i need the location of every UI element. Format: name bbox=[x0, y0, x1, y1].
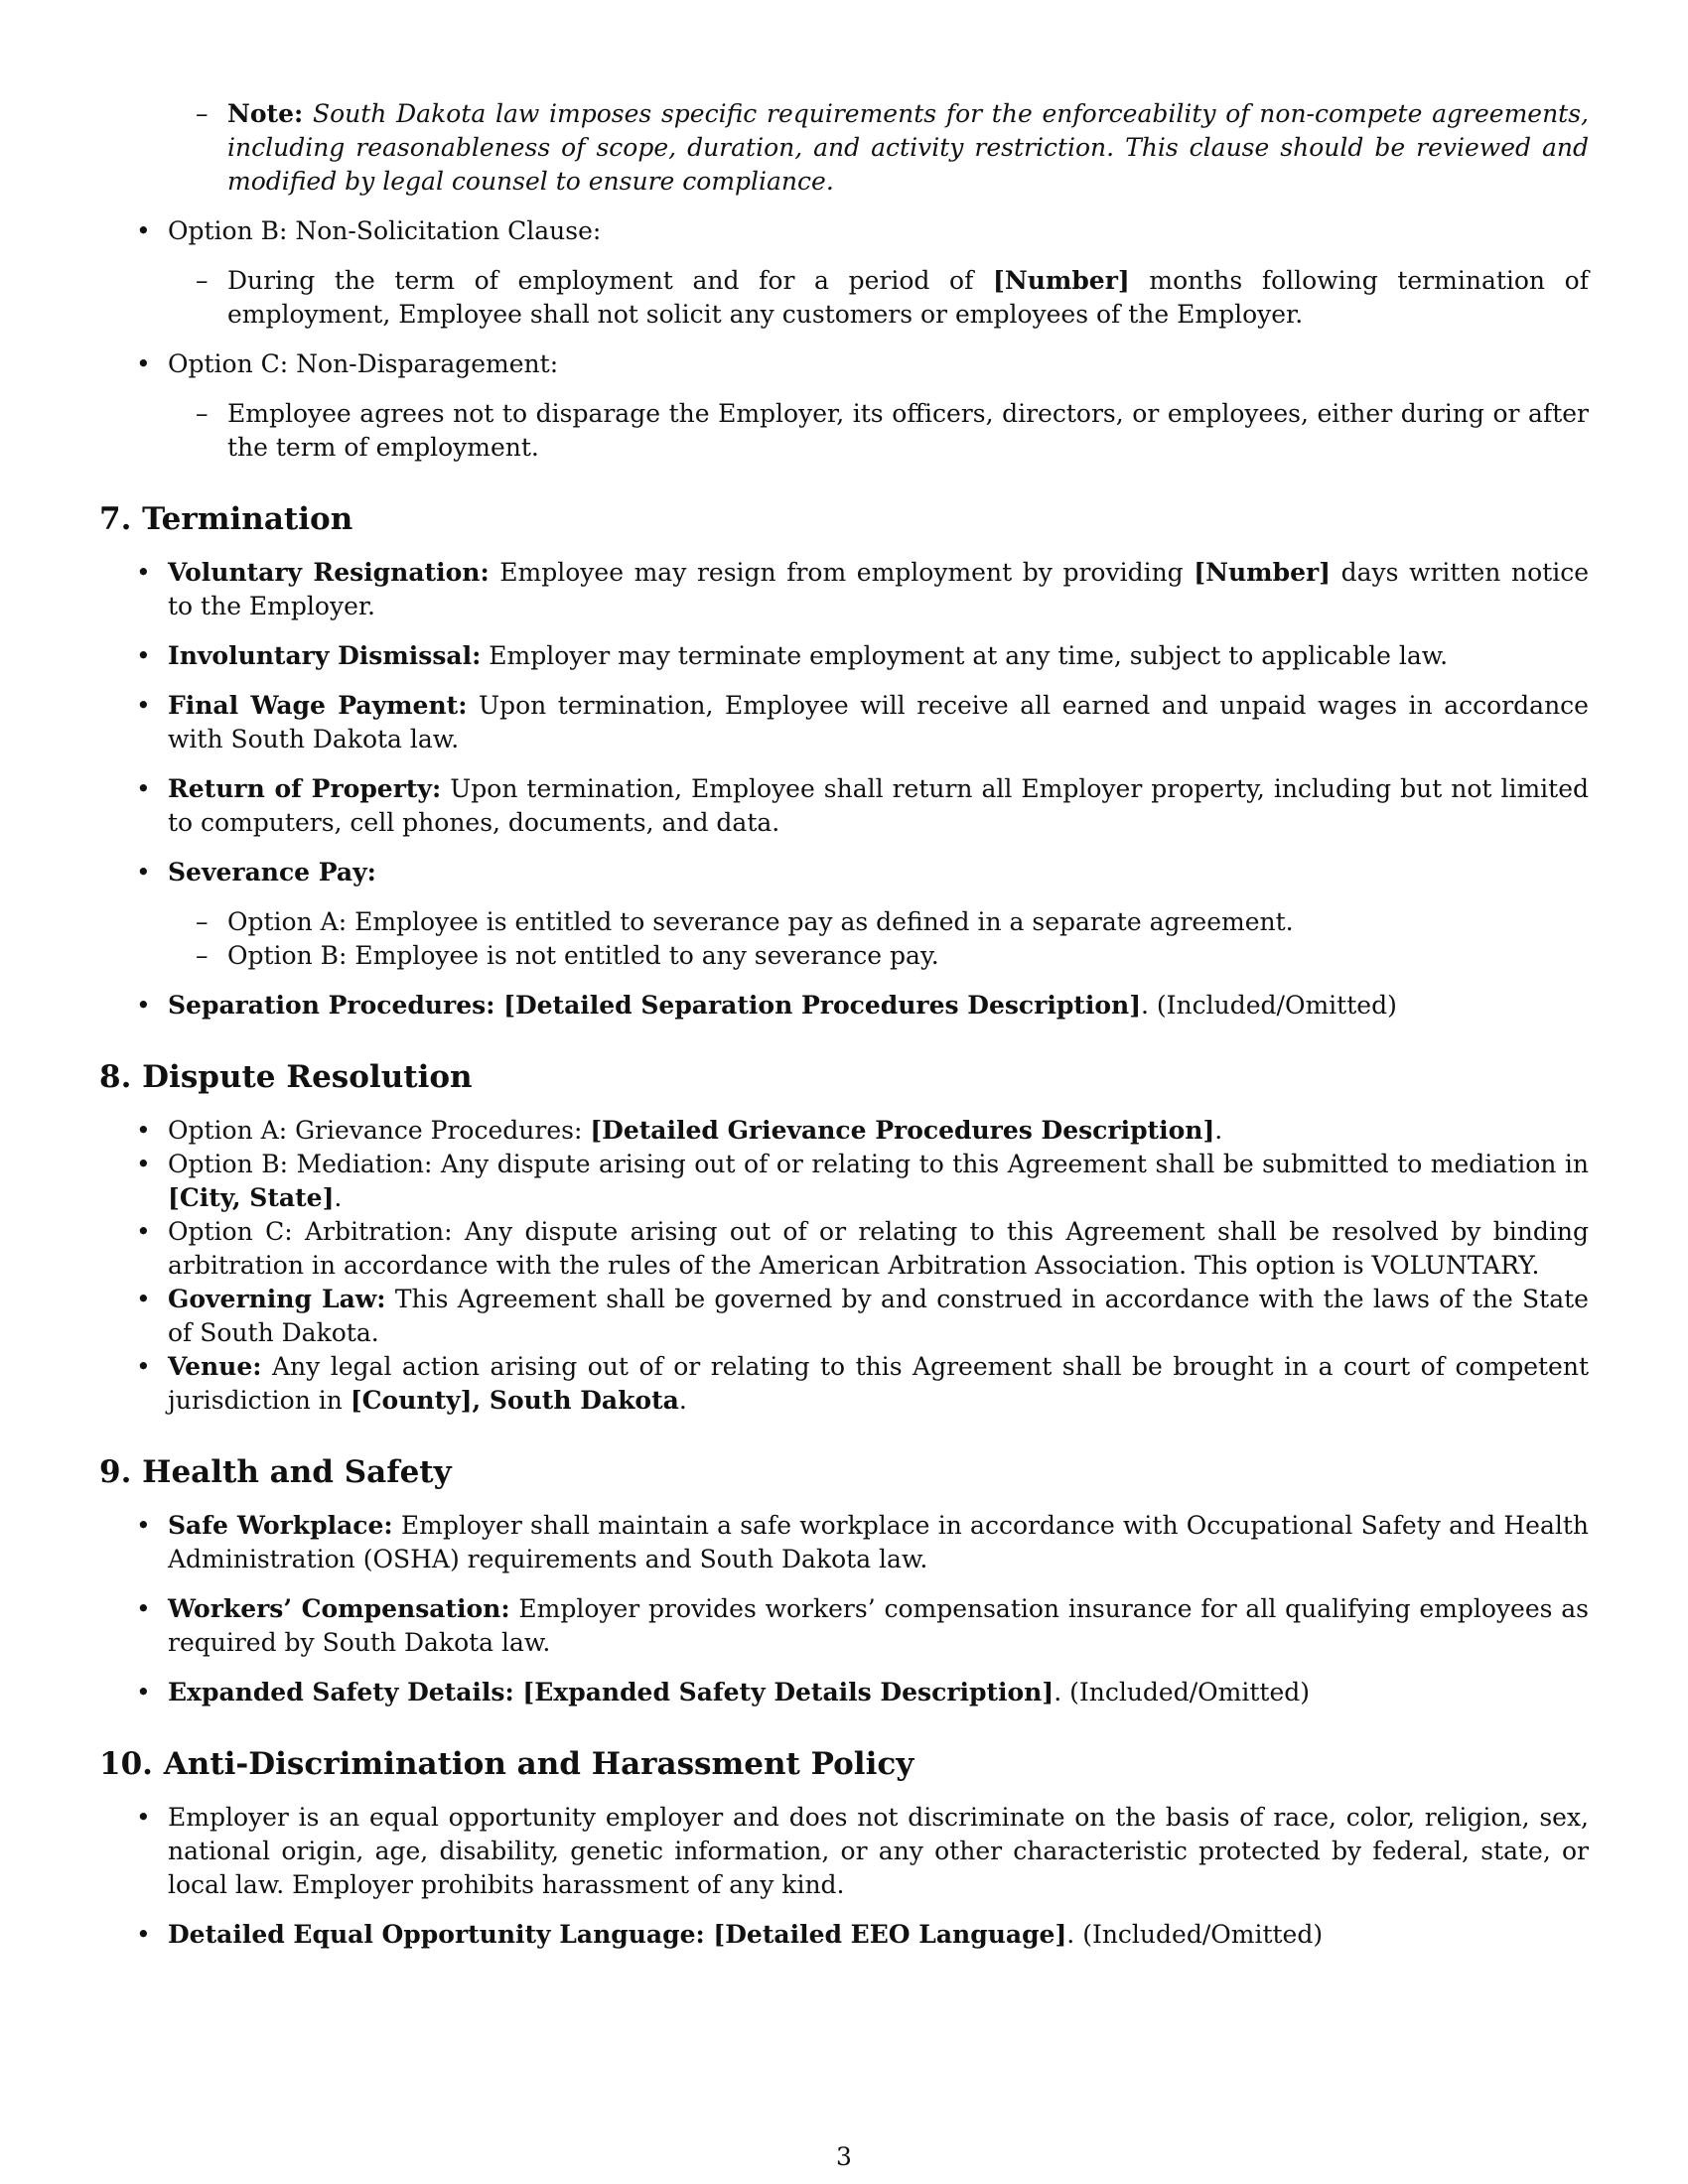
option-c-title: Option C: Non-Disparagement: bbox=[168, 349, 559, 378]
list-item: • Separation Procedures: [Detailed Separation Procedures Description]. (Included/Omitted) bbox=[99, 989, 1589, 1023]
list-item bbox=[99, 347, 1589, 465]
list-item: • Option A: Grievance Procedures: [Detailed Grievance Procedures Description]. bbox=[99, 1114, 1589, 1148]
list-item: • Venue: Any legal action arising out of or relating to this Agreement shall be brought in a court of competent jurisdiction in [County], South Dakota. bbox=[99, 1350, 1589, 1418]
note-text: South Dakota law imposes specific requirements for the enforceability of non-compete agreements, including reasonableness of scope, duration, and activity restriction. This clause should be reviewed and modified by legal counsel to ensure compliance. bbox=[227, 99, 1589, 196]
list-item bbox=[99, 214, 1589, 332]
list-item: – During the term of employment and for a period of [Number] months following termination of employment, Employee shall not solicit any customers or employees of the Employer. bbox=[168, 264, 1589, 332]
list-item: • Employer is an equal opportunity employer and does not discriminate on the basis of race, color, religion, sex, national origin, age, disability, genetic information, or any other characteristic protected by federal, state, or local law. Employer prohibits harassment of any kind. bbox=[99, 1801, 1589, 1902]
health-list bbox=[99, 1509, 1589, 1709]
dispute-list bbox=[99, 1114, 1589, 1418]
note-label: Note: bbox=[227, 99, 304, 128]
list-item: • Governing Law: This Agreement shall be governed by and construed in accordance with the laws of the State of South Dakota. bbox=[99, 1283, 1589, 1350]
list-item: • Voluntary Resignation: Employee may resign from employment by providing [Number] days written notice to the Employer. bbox=[99, 556, 1589, 623]
note-paragraph bbox=[99, 97, 1589, 199]
list-item: • Expanded Safety Details: [Expanded Safety Details Description]. (Included/Omitted) bbox=[99, 1676, 1589, 1709]
list-item: – Option A: Employee is entitled to severance pay as defined in a separate agreement. bbox=[168, 905, 1589, 939]
section-title-dispute: 8. Dispute Resolution bbox=[99, 1059, 473, 1095]
list-item: • Detailed Equal Opportunity Language: [Detailed EEO Language]. (Included/Omitted) bbox=[99, 1918, 1589, 1952]
option-b-title: Option B: Non-Solicitation Clause: bbox=[168, 216, 602, 245]
section-title-termination: 7. Termination bbox=[99, 501, 353, 537]
list-item: • Option C: Arbitration: Any dispute arising out of or relating to this Agreement shall be resolved by binding arbitration in accordance with the rules of the American Arbitration Association. This option is VOLUNTARY. bbox=[99, 1215, 1589, 1283]
list-item: • Safe Workplace: Employer shall maintain a safe workplace in accordance with Occupational Safety and Health Administration (OSHA) requirements and South Dakota law. bbox=[99, 1509, 1589, 1576]
list-item: – Employee agrees not to disparage the Employer, its officers, directors, or employees, either during or after the term of employment. bbox=[168, 397, 1589, 465]
list-item: • Workers’ Compensation: Employer provides workers’ compensation insurance for all qualifying employees as required by South Dakota law. bbox=[99, 1592, 1589, 1660]
list-item: • Option B: Mediation: Any dispute arising out of or relating to this Agreement shall be submitted to mediation in [City, State]. bbox=[99, 1148, 1589, 1215]
document-body bbox=[99, 97, 1589, 1968]
policy-list bbox=[99, 1801, 1589, 1952]
list-item: – Option B: Employee is not entitled to any severance pay. bbox=[168, 939, 1589, 973]
section-title-health: 9. Health and Safety bbox=[99, 1454, 452, 1490]
termination-list bbox=[99, 556, 1589, 1023]
restrictive-options-list bbox=[99, 214, 1589, 465]
list-item: • Final Wage Payment: Upon termination, Employee will receive all earned and unpaid wages in accordance with South Dakota law. bbox=[99, 689, 1589, 756]
section-title-anti-discrimination: 10. Anti-Discrimination and Harassment Policy bbox=[99, 1746, 914, 1782]
list-item: • Severance Pay: – Option A: Employee is entitled to severance pay as defined in a separate agreement. – Option B: Employee is not entitled to any severance pay. bbox=[99, 856, 1589, 973]
list-item: • Return of Property: Upon termination, Employee shall return all Employer property, including but not limited to computers, cell phones, documents, and data. bbox=[99, 772, 1589, 840]
list-item: • Involuntary Dismissal: Employer may terminate employment at any time, subject to applicable law. bbox=[99, 639, 1589, 673]
page-number: 3 bbox=[836, 2142, 852, 2171]
